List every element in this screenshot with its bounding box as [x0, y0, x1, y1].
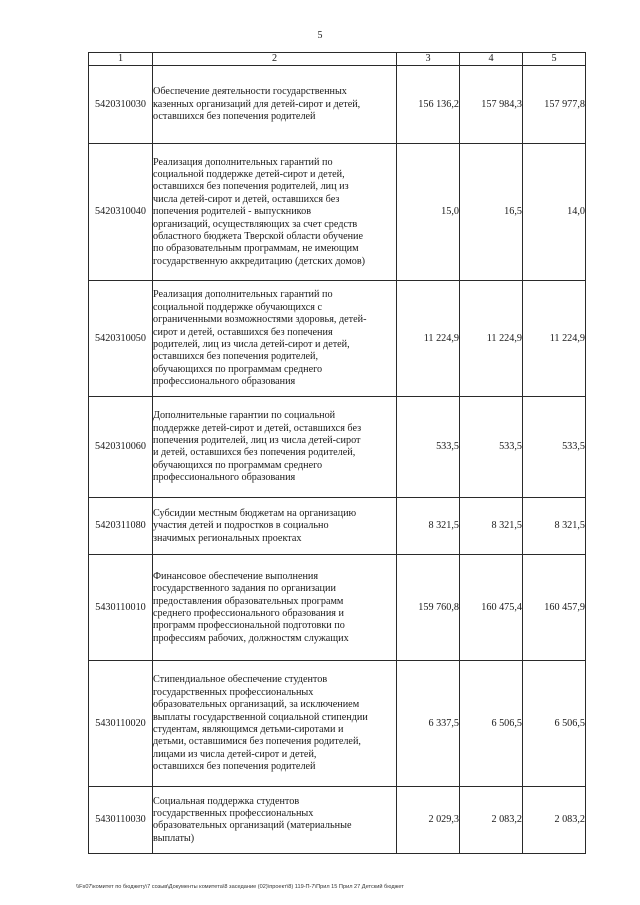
- row-value-col3: 8 321,5: [397, 498, 460, 555]
- row-code: 5430110020: [89, 661, 153, 787]
- row-value-col5: 6 506,5: [523, 661, 586, 787]
- desc-line: образовательных организаций (материальные: [153, 820, 352, 832]
- desc-line: родителей, лиц из числа детей-сирот и детей,: [153, 338, 350, 350]
- row-value-col4: 533,5: [460, 397, 523, 498]
- desc-line: Обеспечение деятельности государственных: [153, 86, 347, 98]
- desc-line: Субсидии местным бюджетам на организацию: [153, 507, 357, 519]
- desc-line: детьми, оставшимися без попечения родителей,: [153, 736, 361, 748]
- header-cell-3: 3: [397, 53, 460, 66]
- desc-line: числа детей-сирот и детей, оставшихся без: [153, 193, 340, 205]
- row-value-col3: 11 224,9: [397, 281, 460, 397]
- row-value-col5: 8 321,5: [523, 498, 586, 555]
- row-value-col5: 533,5: [523, 397, 586, 498]
- row-value-col3: 6 337,5: [397, 661, 460, 787]
- row-value-col4: 2 083,2: [460, 787, 523, 854]
- desc-line: оставшихся без попечения родителей: [153, 111, 316, 123]
- desc-line: профессиям рабочих, должностям служащих: [153, 632, 349, 644]
- row-code: 5420310030: [89, 66, 153, 144]
- row-value-col4: 157 984,3: [460, 66, 523, 144]
- row-description: [153, 555, 397, 661]
- header-cell-4: 4: [460, 53, 523, 66]
- desc-line: значимых региональных проектах: [153, 532, 302, 544]
- row-code: 5430110010: [89, 555, 153, 661]
- header-cell-5: 5: [523, 53, 586, 66]
- row-value-col3: 15,0: [397, 144, 460, 281]
- header-cell-2: 2: [153, 53, 397, 66]
- row-value-col3: 159 760,8: [397, 555, 460, 661]
- desc-line: областного бюджета Тверской области обучение: [153, 231, 364, 243]
- table-row: [89, 66, 586, 144]
- desc-line: оставшихся без попечения родителей,: [153, 351, 319, 363]
- row-value-col4: 160 475,4: [460, 555, 523, 661]
- row-value-col4: 16,5: [460, 144, 523, 281]
- desc-line: обучающихся по программам среднего: [153, 459, 323, 471]
- row-value-col3: 156 136,2: [397, 66, 460, 144]
- header-cell-1: 1: [89, 53, 153, 66]
- desc-line: выплаты): [153, 832, 195, 844]
- desc-line: сирот и детей, оставшихся без попечения: [153, 326, 333, 338]
- row-value-col5: 2 083,2: [523, 787, 586, 854]
- desc-line: выплаты государственной социальной стипендии: [153, 711, 368, 723]
- row-description: [153, 787, 397, 854]
- desc-line: Дополнительные гарантии по социальной: [153, 410, 336, 422]
- row-code: 5420311080: [89, 498, 153, 555]
- row-code: 5420310060: [89, 397, 153, 498]
- row-value-col3: 533,5: [397, 397, 460, 498]
- desc-line: Реализация дополнительных гарантий по: [153, 289, 333, 301]
- desc-line: Финансовое обеспечение выполнения: [153, 570, 319, 582]
- table-row: [89, 661, 586, 787]
- desc-line: участия детей и подростков в социально: [153, 520, 329, 532]
- desc-line: Социальная поддержка студентов: [153, 795, 300, 807]
- desc-line: программ профессиональной подготовки по: [153, 620, 345, 632]
- desc-line: оставшихся без попечения родителей, лиц из: [153, 181, 349, 193]
- row-value-col3: 2 029,3: [397, 787, 460, 854]
- desc-line: попечения родителей, лиц из числа детей-сирот: [153, 435, 361, 446]
- desc-line: предоставления образовательных программ: [153, 595, 344, 607]
- desc-line: обучающихся по программам среднего: [153, 363, 323, 375]
- budget-table: [88, 52, 586, 854]
- desc-line: образовательных организаций, за исключением: [153, 699, 360, 711]
- row-code: 5430110030: [89, 787, 153, 854]
- row-value-col5: 157 977,8: [523, 66, 586, 144]
- row-description: [153, 66, 397, 144]
- desc-line: поддержке детей-сирот и детей, оставшихся без: [153, 422, 362, 434]
- header-row: [89, 53, 586, 66]
- page-number: 5: [317, 30, 323, 41]
- desc-line: Реализация дополнительных гарантий по: [153, 156, 333, 168]
- table-row: [89, 498, 586, 555]
- row-code: 5420310040: [89, 144, 153, 281]
- table-row: [89, 555, 586, 661]
- row-description: [153, 661, 397, 787]
- row-description: [153, 397, 397, 498]
- desc-line: государственную аккредитацию (детских домов): [153, 255, 366, 267]
- row-value-col4: 11 224,9: [460, 281, 523, 397]
- row-value-col5: 160 457,9: [523, 555, 586, 661]
- desc-line: и детей, оставшихся без попечения родителей,: [153, 447, 356, 459]
- table-row: [89, 281, 586, 397]
- desc-line: оставшихся без попечения родителей: [153, 761, 316, 773]
- desc-line: профессионального образования: [153, 472, 296, 484]
- desc-line: лицами из числа детей-сирот и детей,: [153, 748, 317, 760]
- row-value-col4: 6 506,5: [460, 661, 523, 787]
- row-description: [153, 144, 397, 281]
- desc-line: социальной поддержке обучающихся с: [153, 301, 323, 313]
- desc-line: Стипендиальное обеспечение студентов: [153, 674, 328, 686]
- table-row: [89, 787, 586, 854]
- row-description: [153, 498, 397, 555]
- desc-line: государственных профессиональных: [153, 686, 314, 698]
- desc-line: по образовательным программам, не имеющим: [153, 243, 359, 255]
- desc-line: государственного задания по организации: [153, 583, 336, 595]
- desc-line: организаций, осуществляющих за счет средств: [153, 218, 358, 230]
- desc-line: казенных организаций для детей-сирот и детей,: [153, 98, 361, 110]
- table-row: [89, 397, 586, 498]
- row-value-col4: 8 321,5: [460, 498, 523, 555]
- table-row: [89, 144, 586, 281]
- desc-line: профессионального образования: [153, 376, 296, 388]
- file-path-footer: \\Fs07\комитет по бюджету\7 созыв\Документы комитета\8 заседание (02)\проект\8) 119-П-7\Прил 15 Прил 27 Детский бюджет: [76, 884, 404, 890]
- desc-line: попечения родителей - выпускников: [153, 206, 312, 218]
- row-value-col5: 11 224,9: [523, 281, 586, 397]
- row-code: 5420310050: [89, 281, 153, 397]
- desc-line: социальной поддержке детей-сирот и детей,: [153, 168, 345, 180]
- row-description: [153, 281, 397, 397]
- desc-line: студентам, являющимся детьми-сиротами и: [153, 723, 344, 735]
- desc-line: государственных профессиональных: [153, 808, 314, 819]
- desc-line: ограниченными возможностями здоровья, детей-: [153, 314, 367, 326]
- row-value-col5: 14,0: [523, 144, 586, 281]
- desc-line: среднего профессионального образования и: [153, 607, 344, 619]
